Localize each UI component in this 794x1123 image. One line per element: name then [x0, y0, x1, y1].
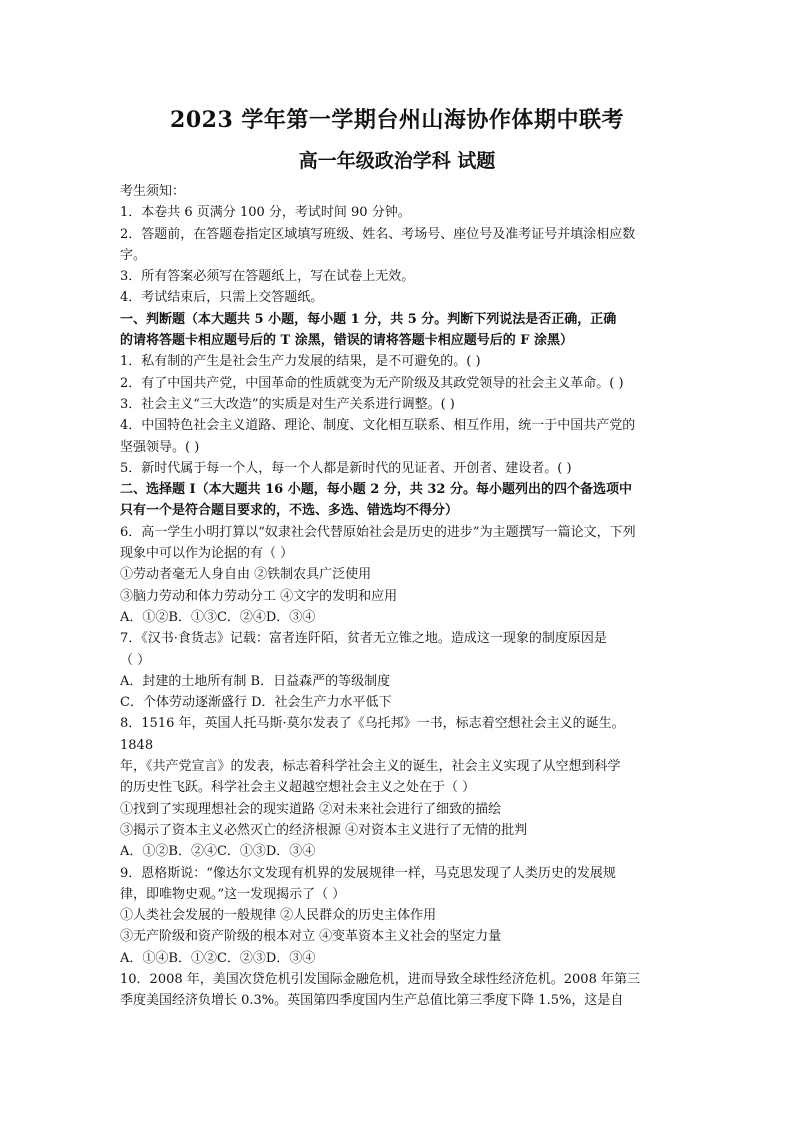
option-line: ③揭示了资本主义必然灭亡的经济根源 ④对资本主义进行了无情的批判 [120, 822, 528, 838]
question-line: 1848 [120, 737, 154, 753]
question-line: 的历史性飞跃。科学社会主义超越空想社会主义之处在于（ ） [120, 780, 476, 796]
question-line: 9．恩格斯说：“像达尔文发现有机界的发展规律一样，马克思发现了人类历史的发展规 [120, 865, 616, 881]
notice-line: 1．本卷共 6 页满分 100 分，考试时间 90 分钟。 [120, 205, 411, 221]
question-line: 年，《共产党宣言》的发表，标志着科学社会主义的诞生，社会主义实现了从空想到科学 [120, 759, 621, 775]
question-line: 4．中国特色社会主义道路、理论、制度、文化相互联系、相互作用，统一于中国共产党的 [120, 418, 636, 434]
answer-choices: A．①④B．①②C．②③D．③④ [120, 950, 316, 966]
section1-heading: 一、判断题（本大题共 5 小题，每小题 1 分，共 5 分。判断下列说法是否正确，正确 [120, 311, 617, 327]
question-line: 季度美国经济负增长 0.3%。英国第四季度国内生产总值比第三季度下降 1.5%，这是自 [120, 993, 624, 1009]
option-line: ③脑力劳动和体力劳动分工 ④文字的发明和应用 [120, 588, 398, 604]
question-line: 6．高一学生小明打算以“奴隶社会代替原始社会是历史的进步”为主题撰写一篇论文，下列 [120, 524, 636, 540]
question-line: 现象中可以作为论据的有（ ） [120, 546, 294, 562]
question-line: 10．2008 年，美国次贷危机引发国际金融危机，进而导致全球性经济危机。2008 年第三 [120, 971, 640, 987]
option-line: ①人类社会发展的一般规律 ②人民群众的历史主体作用 [120, 908, 437, 924]
exam-body [120, 181, 680, 1012]
section2-heading: 二、选择题 I（本大题共 16 小题，每小题 2 分，共 32 分。每小题列出的四个备选项中 [120, 482, 632, 498]
answer-choices: A．封建的土地所有制 B．日益森严的等级制度 [120, 673, 391, 689]
notice-line: 4．考试结束后，只需上交答题纸。 [120, 290, 324, 306]
notice-heading: 考生须知： [120, 184, 186, 199]
question-line: 2．有了中国共产党，中国革命的性质就变为无产阶级及其政党领导的社会主义革命。( ) [120, 375, 624, 391]
question-line: （ ） [120, 652, 151, 668]
section2-heading: 只有一个是符合题目要求的，不选、多选、错选均不得分） [120, 503, 459, 519]
option-line: ①找到了实现理想社会的现实道路 ②对未来社会进行了细致的描绘 [120, 801, 502, 817]
notice-line: 3．所有答案必须写在答题纸上，写在试卷上无效。 [120, 269, 415, 285]
option-line: ③无产阶级和资产阶级的根本对立 ④变革资本主义社会的坚定力量 [120, 929, 502, 945]
question-line: 1．私有制的产生是社会生产力发展的结果，是不可避免的。( ) [120, 354, 481, 370]
page-subtitle: 高一年级政治学科 试题 [298, 150, 496, 172]
question-line: 5．新时代属于每一个人，每一个人都是新时代的见证者、开创者、建设者。( ) [120, 460, 572, 476]
notice-line: 2．答题前，在答题卷指定区域填写班级、姓名、考场号、座位号及准考证号并填涂相应数 [120, 226, 636, 242]
section1-heading: 的请将答题卡相应题号后的 T 涂黑，错误的请将答题卡相应题号后的 F 涂黑） [120, 333, 574, 349]
question-line: 3．社会主义“三大改造”的实质是对生产关系进行调整。( ) [120, 396, 455, 412]
option-line: ①劳动者毫无人身自由 ②铁制农具广泛使用 [120, 567, 372, 583]
question-line: 律，即唯物史观。”这一发现揭示了（ ） [120, 886, 346, 902]
page-title: 2023 学年第一学期台州山海协作体期中联考 [170, 107, 624, 133]
question-line: 坚强领导。( ) [120, 439, 200, 455]
answer-choices: A．①②B．②④C．①③D．③④ [120, 844, 316, 860]
answer-choices: A．①②B．①③C．②④D．③④ [120, 609, 316, 625]
notice-line: 字。 [120, 247, 147, 263]
answer-choices: C．个体劳动逐渐盛行 D．社会生产力水平低下 [120, 695, 392, 711]
question-line: 7．《汉书·食货志》记载：富者连阡陌，贫者无立锥之地。造成这一现象的制度原因是 [120, 631, 607, 647]
question-line: 8．1516 年，英国人托马斯·莫尔发表了《乌托邦》一书，标志着空想社会主义的诞生。 [120, 716, 625, 732]
